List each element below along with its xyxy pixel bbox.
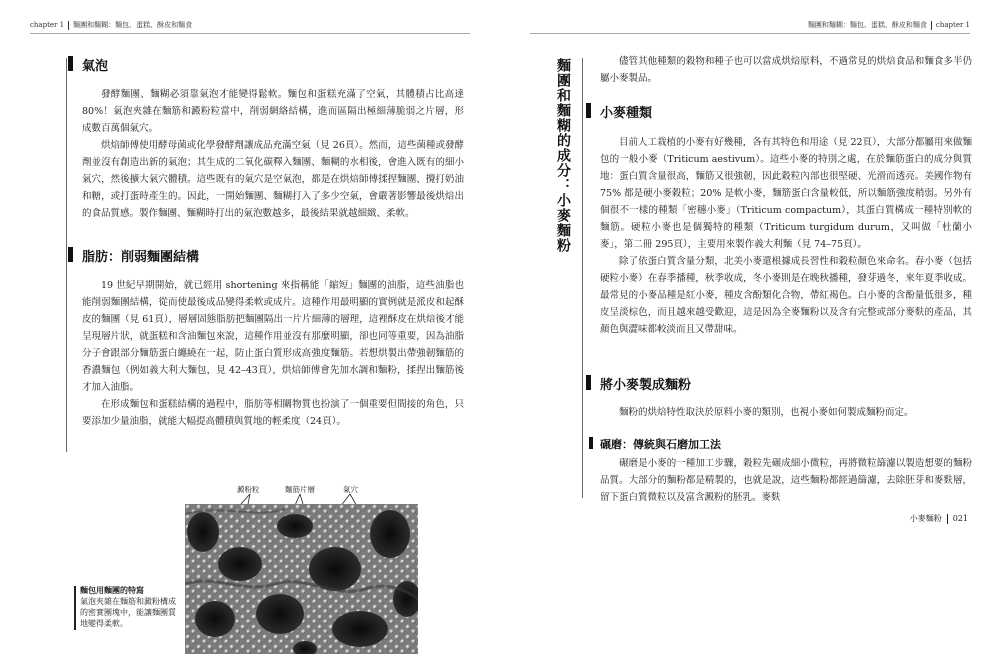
section-heading-bubbles: 氣泡 <box>82 55 108 74</box>
figure-label-starch: 澱粉粒 <box>237 485 260 494</box>
folio-text: 小麥麵粉 <box>909 514 942 523</box>
paragraph: 目前人工栽植的小麥有好幾種，各有其特色和用途（見 22頁），大部分都屬用來做麵包的一般小麥（Triticum aestivum）。這些小麥的特別之處，在於麵筋蛋白的成分與質地：蛋白質含量很高，麵筋又很強韌，因此穀粒內部也很堅硬、光滑而透亮。美國作物有 75% 都是硬小麥穀粒；20% 是軟小麥，麵筋蛋白含量較低，所以麵筋強度稍弱。另外有個很不一樣的種類「密穗小麥」（Triticum compactum），其蛋白質構成一種特別軟的麵筋。硬粒小麥也是個獨特的種類（Triticum turgidum durum，又叫做「杜蘭小麥」，第二冊 295頁），主要用來製作義大利麵（見 74–75頁）。 <box>600 137 972 250</box>
dough-micrograph <box>185 504 418 654</box>
page-folio <box>910 513 968 524</box>
intro-paragraph <box>600 53 972 87</box>
figure-caption <box>80 585 180 629</box>
paragraph: 發酵麵團、麵糊必須靠氣泡才能變得鬆軟。麵包和蛋糕充滿了空氣，其體積占比高達 80%！氣泡夾雜在麵筋和澱粉粒當中，削弱網絡結構，進而區隔出極細薄脆弱之片層，形成數百萬個氣穴。 <box>82 89 464 134</box>
subsection-body-stone-milling <box>600 455 972 506</box>
section-heading-milling: 將小麥製成麵粉 <box>600 374 691 393</box>
paragraph: 在形成麵包和蛋糕結構的過程中，脂肪等相關物質也扮演了一個重要但間接的角色，只要添加少量油脂，就能大幅提高體積與質地的輕柔度（24頁）。 <box>82 399 464 427</box>
header-rule <box>530 33 970 34</box>
running-chapter: chapter 1 <box>935 21 970 29</box>
section-body-milling <box>600 404 972 421</box>
figure-label-gas: 氣穴 <box>343 485 358 494</box>
running-title: 麵團和麵糊：麵包、蛋糕、酥皮和麵食 <box>807 21 927 29</box>
paragraph: 烘焙師傅使用酵母菌或化學發酵劑讓成品充滿空氣（見 26頁）。然而，這些菌種或發酵劑並沒有創造出新的氣泡；其生成的二氧化碳釋入麵團、麵糊的水相後，會進入既有的細小氣穴，然後擴大氣穴體積。這些既有的氣穴是空氣泡，都是在烘焙師傅揉捏麵團、攪打奶油和糖，或打蛋時產生的。因此，一開始麵團、麵糊打入了多少空氣，會嚴著影響最後烘焙出的食品質感。製作麵團、麵糊時打出的氣泡數越多，最後結果就越細緻、柔軟。 <box>82 140 464 219</box>
margin-line <box>582 58 583 498</box>
figure-label-gluten: 麵筋片層 <box>285 485 315 494</box>
subsection-heading-stone-milling: 碾磨：傳統與石磨加工法 <box>600 438 721 451</box>
paragraph: 麵粉的烘焙特性取決於原料小麥的類別，也視小麥如何製成麵粉而定。 <box>619 407 914 418</box>
page-number: 021 <box>952 514 968 523</box>
folio-divider <box>947 514 948 524</box>
caption-title: 麵包用麵團的特寫 <box>80 585 144 595</box>
right-page <box>500 0 1000 661</box>
paragraph: 碾磨是小麥的一種加工步驟，穀粒先碾成細小微粒，再將微粒篩濾以製造想要的麵粉品質。大部分的麵粉都是精製的，也就是說，這些麵粉都經過篩濾，去除胚芽和麥麩層，留下蛋白質微粒以及富含澱粉的胚乳。麥麩 <box>600 458 972 503</box>
caption-body: 氣泡夾雜在麵筋和澱粉構成的密實團塊中，能讓麵團質地變得柔軟。 <box>80 597 176 628</box>
running-chapter: chapter 1 <box>30 21 65 29</box>
vertical-section-title: 麵團和麵糊的成分：小麥麵粉 <box>555 58 571 253</box>
running-title: 麵團和麵糊：麵包、蛋糕、酥皮和麵食 <box>73 21 193 29</box>
section-body-wheat-types <box>600 134 972 338</box>
section-heading-fat: 脂肪：削弱麵團結構 <box>82 246 199 265</box>
paragraph: 除了依蛋白質含量分類，北美小麥還根據成長習性和穀粒顏色來命名。春小麥（包括硬粒小麥）在春季播種，秋季收成，冬小麥則是在晚秋播種，發芽過冬，來年夏季收成。最常見的小麥品種是紅小麥，種皮含酚類化合物，帶紅褐色。白小麥的含酚量低很多，種皮呈淡棕色，而且越來越受歡迎，這是因為全麥麵粉以及含有完整或部分麥麩的產品，其顏色與澀味都較淡而且又帶甜味。 <box>600 256 972 335</box>
header-divider <box>931 21 932 30</box>
paragraph: 儘管其他種類的穀物和種子也可以當成烘焙原料，不過常見的烘焙食品和麵食多半仍屬小麥製品。 <box>600 56 972 84</box>
paragraph: 19 世紀早期開始，就已經用 shortening 來指稱能「縮短」麵團的油脂，這些油脂也能削弱麵團結構，從而使最後成品變得柔軟或成片。這種作用最明顯的實例就是派皮和起酥皮的麵團（見 61頁），層層固態脂肪把麵團隔出一片片細薄的層理，這裡酥皮在烘焙後才能呈現層片狀，就蛋糕和含油麵包來說，這種作用並沒有那麼明顯，卻也同等重要，因為油脂分子會跟部分麵筋蛋白纏繞在一起，防止蛋白質形成高強度麵筋。若想烘製出帶強韌麵筋的香濃麵包（例如義大利大麵包，見 42–43頁），烘焙師傅會先加水調和麵粉，揉捏出麵筋後才加入油脂。 <box>82 280 464 393</box>
section-heading-wheat-types: 小麥種類 <box>600 102 652 121</box>
running-header-right <box>808 20 970 30</box>
dough-texture-image <box>185 504 418 654</box>
